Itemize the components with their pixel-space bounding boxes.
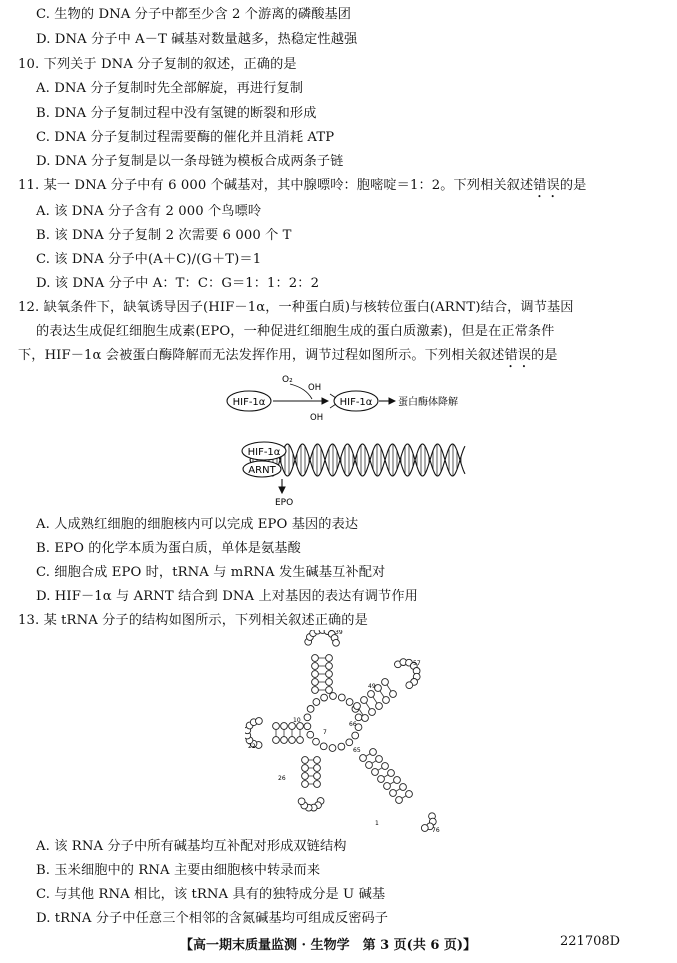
oh-label-bottom: OH	[310, 413, 324, 423]
trna-nucleotide	[256, 718, 263, 725]
trna-nucleotide	[400, 784, 407, 791]
trna-nucleotide	[314, 781, 321, 788]
trna-nucleotide	[307, 706, 314, 713]
trna-nucleotide	[329, 745, 336, 752]
trna-nucleotide	[326, 671, 333, 678]
trna-nucleotide	[312, 655, 319, 662]
trna-nucleotide	[346, 739, 353, 746]
trna-nucleotide	[369, 709, 376, 716]
q12-stem-line3: 下，HIF－1α 会被蛋白酶降解而无法发挥作用，调节过程如图所示。下列相关叙述错误的是	[18, 348, 558, 363]
trna-nucleotide	[355, 714, 362, 721]
trna-nucleotide	[394, 777, 401, 784]
trna-nucleotide	[346, 699, 353, 706]
q11-option-c: C. 该 DNA 分子中(A＋C)/(G＋T)＝1	[36, 252, 262, 267]
trna-nucleotide	[298, 798, 305, 805]
trna-num-26: 26	[278, 775, 286, 782]
degradation-label: 蛋白酶体降解	[398, 397, 458, 408]
o2-label: O₂	[282, 375, 293, 385]
trna-num-39: 39	[335, 630, 343, 636]
hif-label-left: HIF-1α	[232, 397, 266, 408]
trna-nucleotide	[338, 743, 345, 750]
trna-num-1: 1	[375, 820, 379, 827]
q11-option-b: B. 该 DNA 分子复制 2 次需要 6 000 个 T	[36, 228, 292, 243]
trna-nucleotide	[333, 639, 340, 646]
trna-nucleotide	[376, 703, 383, 710]
trna-nucleotide	[312, 671, 319, 678]
trna-nucleotide	[352, 732, 359, 739]
trna-nucleotide	[421, 825, 428, 832]
trna-nucleotide	[320, 743, 327, 750]
trna-nucleotide	[326, 687, 333, 694]
q10-option-c: C. DNA 分子复制过程需要酶的催化并且消耗 ATP	[36, 130, 335, 145]
trna-nucleotide	[313, 699, 320, 706]
trna-nucleotide	[326, 655, 333, 662]
trna-nucleotide	[354, 703, 361, 710]
trna-structure	[245, 630, 436, 831]
q12-option-c: C. 细胞合成 EPO 时，tRNA 与 mRNA 发生碱基互补配对	[36, 565, 386, 580]
q13-option-d: D. tRNA 分子中任意三个相邻的含氮碱基均可组成反密码子	[36, 911, 389, 926]
trna-num-57: 57	[413, 660, 421, 667]
trna-nucleotide	[370, 749, 377, 756]
trna-nucleotide	[314, 765, 321, 772]
hif-label-bound: HIF-1α	[247, 447, 281, 458]
q13-stem: 13. 某 tRNA 分子的结构如图所示，下列相关叙述正确的是	[18, 613, 368, 628]
trna-nucleotide	[321, 694, 328, 701]
trna-num-10: 10	[293, 717, 301, 724]
q10-stem: 10. 下列关于 DNA 分子复制的叙述，正确的是	[18, 57, 297, 72]
trna-nucleotide	[326, 663, 333, 670]
q11-emphasis: 错误	[533, 178, 560, 193]
trna-nucleotide	[304, 723, 311, 730]
q13-option-a: A. 该 RNA 分子中所有碱基均互补配对形成双链结构	[36, 839, 347, 854]
trna-nucleotide	[302, 757, 309, 764]
trna-nucleotide	[376, 756, 383, 763]
q12-stem-line1: 12. 缺氧条件下，缺氧诱导因子(HIF－1α，一种蛋白质)与核转位蛋白(ARNT)结合，调节基因	[18, 300, 574, 315]
trna-num-7: 7	[323, 729, 327, 736]
trna-nucleotide	[297, 737, 304, 744]
trna-nucleotide	[312, 679, 319, 686]
q11-option-d: D. 该 DNA 分子中 A：T：C：G＝1：1：2：2	[36, 276, 320, 291]
trna-nucleotide	[289, 737, 296, 744]
trna-nucleotide	[396, 797, 403, 804]
trna-nucleotide	[312, 663, 319, 670]
trna-num-66: 66	[349, 721, 357, 728]
trna-nucleotide	[314, 773, 321, 780]
footer-title: 【高一期末质量监测 · 生物学 第 3 页(共 6 页)】	[180, 938, 477, 953]
q12-stem-line2: 的表达生成促红细胞生成素(EPO，一种促进红细胞生成的蛋白质激素)，但是在正常条件	[36, 324, 555, 339]
trna-nucleotide	[368, 691, 375, 698]
q9-option-d: D. DNA 分子中 A－T 碱基对数量越多，热稳定性越强	[36, 32, 358, 47]
footer-code: 221708D	[560, 934, 621, 949]
q13-option-b: B. 玉米细胞中的 RNA 主要由细胞核中转录而来	[36, 863, 321, 878]
q12-emphasis: 错误	[504, 348, 532, 363]
trna-nucleotide	[330, 693, 337, 700]
trna-num-65: 65	[353, 747, 361, 754]
trna-nucleotide	[362, 715, 369, 722]
q11-stem: 11. 某一 DNA 分子中有 6 000 个碱基对，其中腺嘌呤：胞嘧啶＝1：2。下列相关叙述错误的是	[18, 178, 587, 193]
trna-num-22: 22	[248, 743, 256, 750]
trna-nucleotide	[390, 691, 397, 698]
trna-nucleotide	[281, 737, 288, 744]
trna-nucleotide	[302, 773, 309, 780]
trna-nucleotide	[382, 763, 389, 770]
arnt-label: ARNT	[248, 465, 276, 476]
trna-nucleotide	[302, 765, 309, 772]
trna-nucleotide	[302, 781, 309, 788]
trna-nucleotide	[378, 776, 385, 783]
q10-option-d: D. DNA 分子复制是以一条母链为模板合成两条子链	[36, 154, 344, 169]
trna-nucleotide	[313, 738, 320, 745]
q12-option-b: B. EPO 的化学本质为蛋白质，单体是氨基酸	[36, 541, 301, 556]
trna-nucleotide	[372, 769, 379, 776]
q10-option-b: B. DNA 分子复制过程中没有氢键的断裂和形成	[36, 106, 317, 121]
trna-nucleotide	[383, 697, 390, 704]
q12-option-a: A. 人成熟红细胞的细胞核内可以完成 EPO 基因的表达	[36, 517, 359, 532]
q13-option-c: C. 与其他 RNA 相比，该 tRNA 具有的独特成分是 U 碱基	[36, 887, 386, 902]
q12-option-d: D. HIF－1α 与 ARNT 结合到 DNA 上对基因的表达有调节作用	[36, 589, 418, 604]
trna-num-49: 49	[368, 683, 376, 690]
epo-label: EPO	[275, 498, 294, 508]
trna-nucleotide	[273, 723, 280, 730]
trna-nucleotide	[312, 687, 319, 694]
q11-option-a: A. 该 DNA 分子含有 2 000 个鸟嘌呤	[36, 204, 262, 219]
q9-option-c: C. 生物的 DNA 分子中都至少含 2 个游离的磷酸基团	[36, 7, 352, 22]
trna-num-76: 76	[432, 827, 440, 834]
trna-nucleotide	[304, 714, 311, 721]
trna-cloverleaf-figure	[245, 630, 445, 835]
trna-nucleotide	[406, 682, 413, 689]
trna-nucleotide	[314, 757, 321, 764]
trna-nucleotide	[360, 755, 367, 762]
trna-nucleotide	[388, 770, 395, 777]
trna-nucleotide	[338, 694, 345, 701]
trna-nucleotide	[390, 790, 397, 797]
oh-label-top: OH	[308, 383, 322, 393]
trna-nucleotide	[307, 731, 314, 738]
trna-nucleotide	[406, 791, 413, 798]
trna-nucleotide	[366, 762, 373, 769]
q10-option-a: A. DNA 分子复制时先全部解旋，再进行复制	[36, 81, 304, 96]
trna-nucleotide	[326, 679, 333, 686]
trna-nucleotide	[281, 723, 288, 730]
trna-nucleotide	[384, 783, 391, 790]
trna-nucleotide	[273, 737, 280, 744]
trna-nucleotide	[361, 697, 368, 704]
trna-nucleotide	[382, 679, 389, 686]
hif-regulation-figure	[220, 368, 480, 510]
hif-label-right: HIF-1α	[339, 397, 373, 408]
